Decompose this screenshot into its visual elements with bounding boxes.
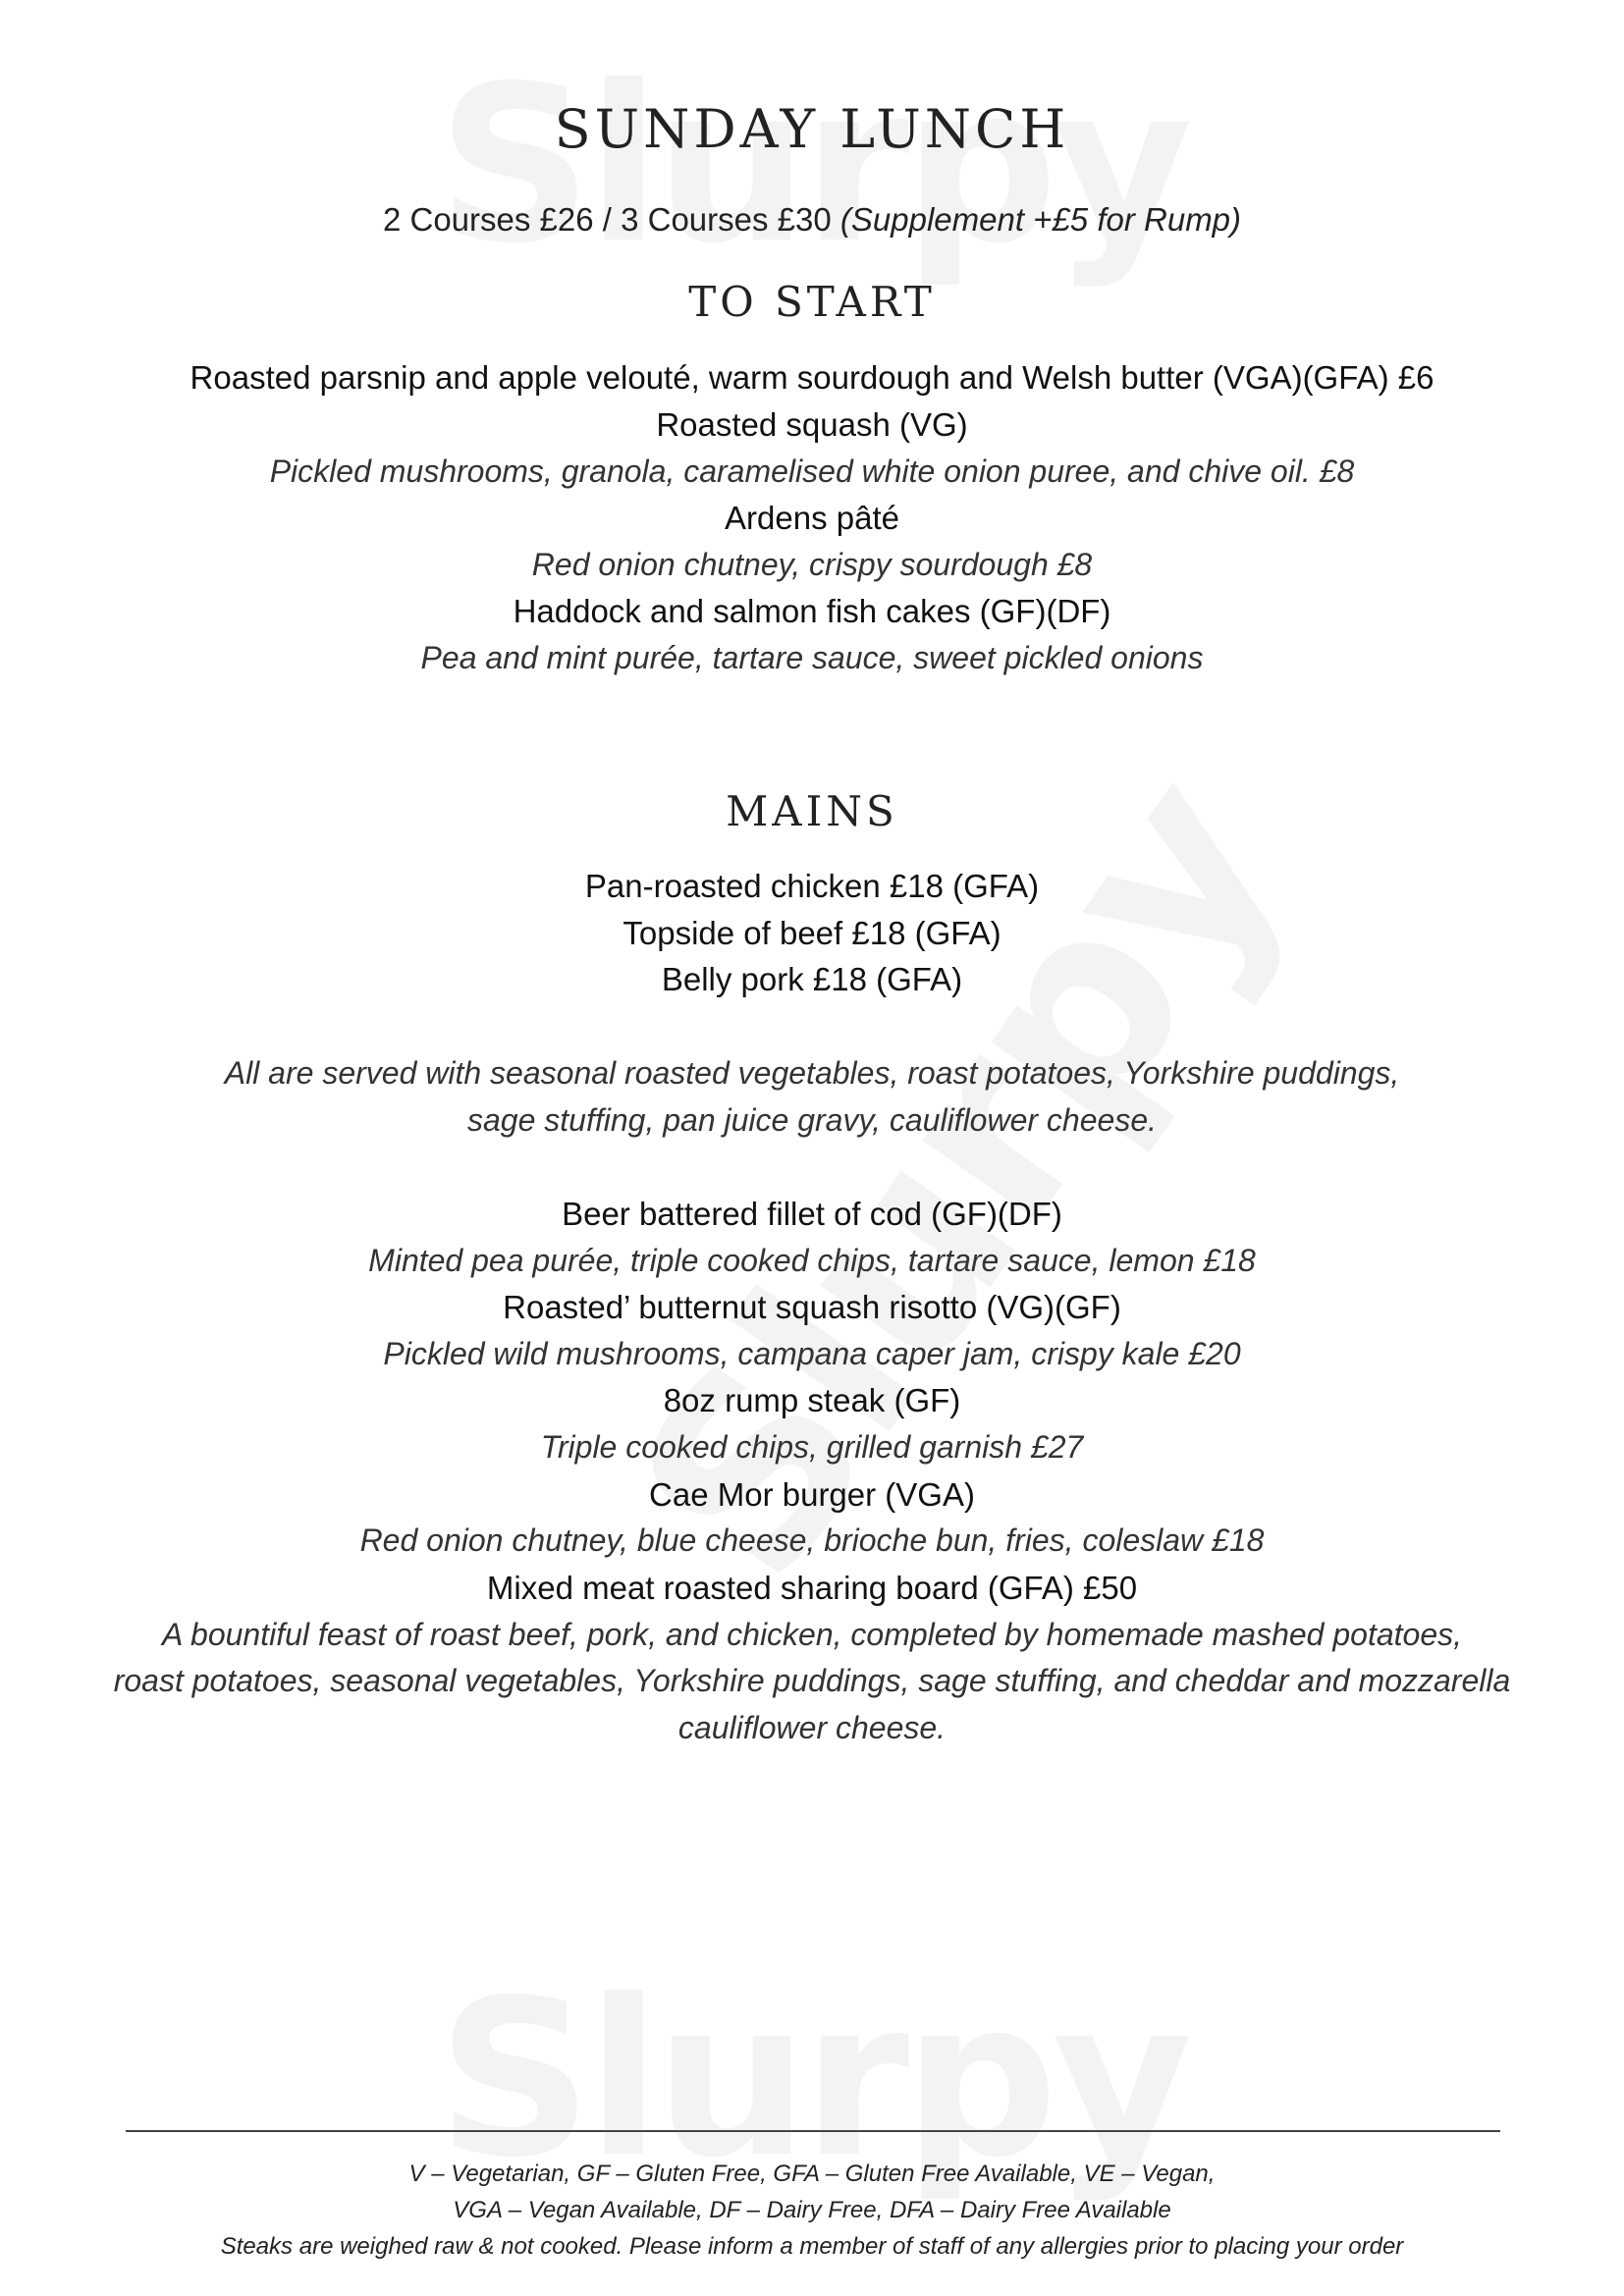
main-description: Red onion chutney, blue cheese, brioche bun, fries, coleslaw £18 bbox=[359, 1522, 1265, 1558]
main-roast-item: Pan-roasted chicken £18 (GFA) bbox=[584, 868, 1040, 904]
footer-line: Steaks are weighed raw & not cooked. Please inform a member of staff of any allergies prior to placing your order bbox=[220, 2233, 1404, 2260]
main-roast-item: Belly pork £18 (GFA) bbox=[661, 961, 963, 997]
main-item: Mixed meat roasted sharing board (GFA) £50 bbox=[486, 1570, 1138, 1606]
roast-note: All are served with seasonal roasted vegetables, roast potatoes, Yorkshire puddings, bbox=[224, 1055, 1400, 1091]
main-description: Pickled wild mushrooms, campana caper jam, crispy kale £20 bbox=[383, 1336, 1241, 1371]
main-description: cauliflower cheese. bbox=[677, 1710, 947, 1745]
main-roast-item: Topside of beef £18 (GFA) bbox=[623, 915, 1001, 951]
main-description: Triple cooked chips, grilled garnish £27 bbox=[540, 1429, 1084, 1465]
starter-description: Red onion chutney, crispy sourdough £8 bbox=[531, 547, 1093, 582]
watermark-top bbox=[0, 39, 1624, 291]
starter-item: Roasted parsnip and apple velouté, warm sourdough and Welsh butter (VGA)(GFA) £6 bbox=[189, 359, 1435, 396]
main-item: 8oz rump steak (GF) bbox=[663, 1382, 961, 1418]
menu-title: SUNDAY LUNCH bbox=[554, 98, 1070, 160]
pricing-text: 2 Courses £26 / 3 Courses £30 bbox=[382, 201, 832, 238]
starter-description: Pickled mushrooms, granola, caramelised white onion puree, and chive oil. £8 bbox=[269, 454, 1355, 489]
pricing-note: (Supplement +£5 for Rump) bbox=[839, 201, 1242, 238]
starter-description: Pea and mint purée, tartare sauce, sweet pickled onions bbox=[420, 640, 1204, 675]
main-description: Minted pea purée, triple cooked chips, tartare sauce, lemon £18 bbox=[368, 1243, 1256, 1278]
footer-divider bbox=[126, 2130, 1500, 2132]
starter-item: Roasted squash (VG) bbox=[656, 406, 968, 443]
roast-note: sage stuffing, pan juice gravy, cauliflower cheese. bbox=[466, 1102, 1157, 1138]
main-description: A bountiful feast of roast beef, pork, and chicken, completed by homemade mashed potatoes, bbox=[161, 1617, 1463, 1652]
main-description: roast potatoes, seasonal vegetables, Yorkshire puddings, sage stuffing, and cheddar and mozzarella bbox=[113, 1663, 1511, 1698]
starter-item: Ardens pâté bbox=[725, 500, 899, 536]
pricing-line bbox=[0, 201, 1624, 239]
starters-heading: TO START bbox=[688, 278, 936, 326]
main-item: Beer battered fillet of cod (GF)(DF) bbox=[562, 1196, 1062, 1232]
footer-line: V – Vegetarian, GF – Gluten Free, GFA – Gluten Free Available, VE – Vegan, bbox=[408, 2161, 1216, 2187]
starter-item: Haddock and salmon fish cakes (GF)(DF) bbox=[513, 593, 1111, 629]
main-item: Cae Mor burger (VGA) bbox=[649, 1476, 975, 1513]
mains-heading: MAINS bbox=[726, 787, 898, 835]
footer-line: VGA – Vegan Available, DF – Dairy Free, DFA – Dairy Free Available bbox=[453, 2197, 1171, 2223]
main-item: Roasted’ butternut squash risotto (VG)(GF) bbox=[503, 1289, 1121, 1325]
